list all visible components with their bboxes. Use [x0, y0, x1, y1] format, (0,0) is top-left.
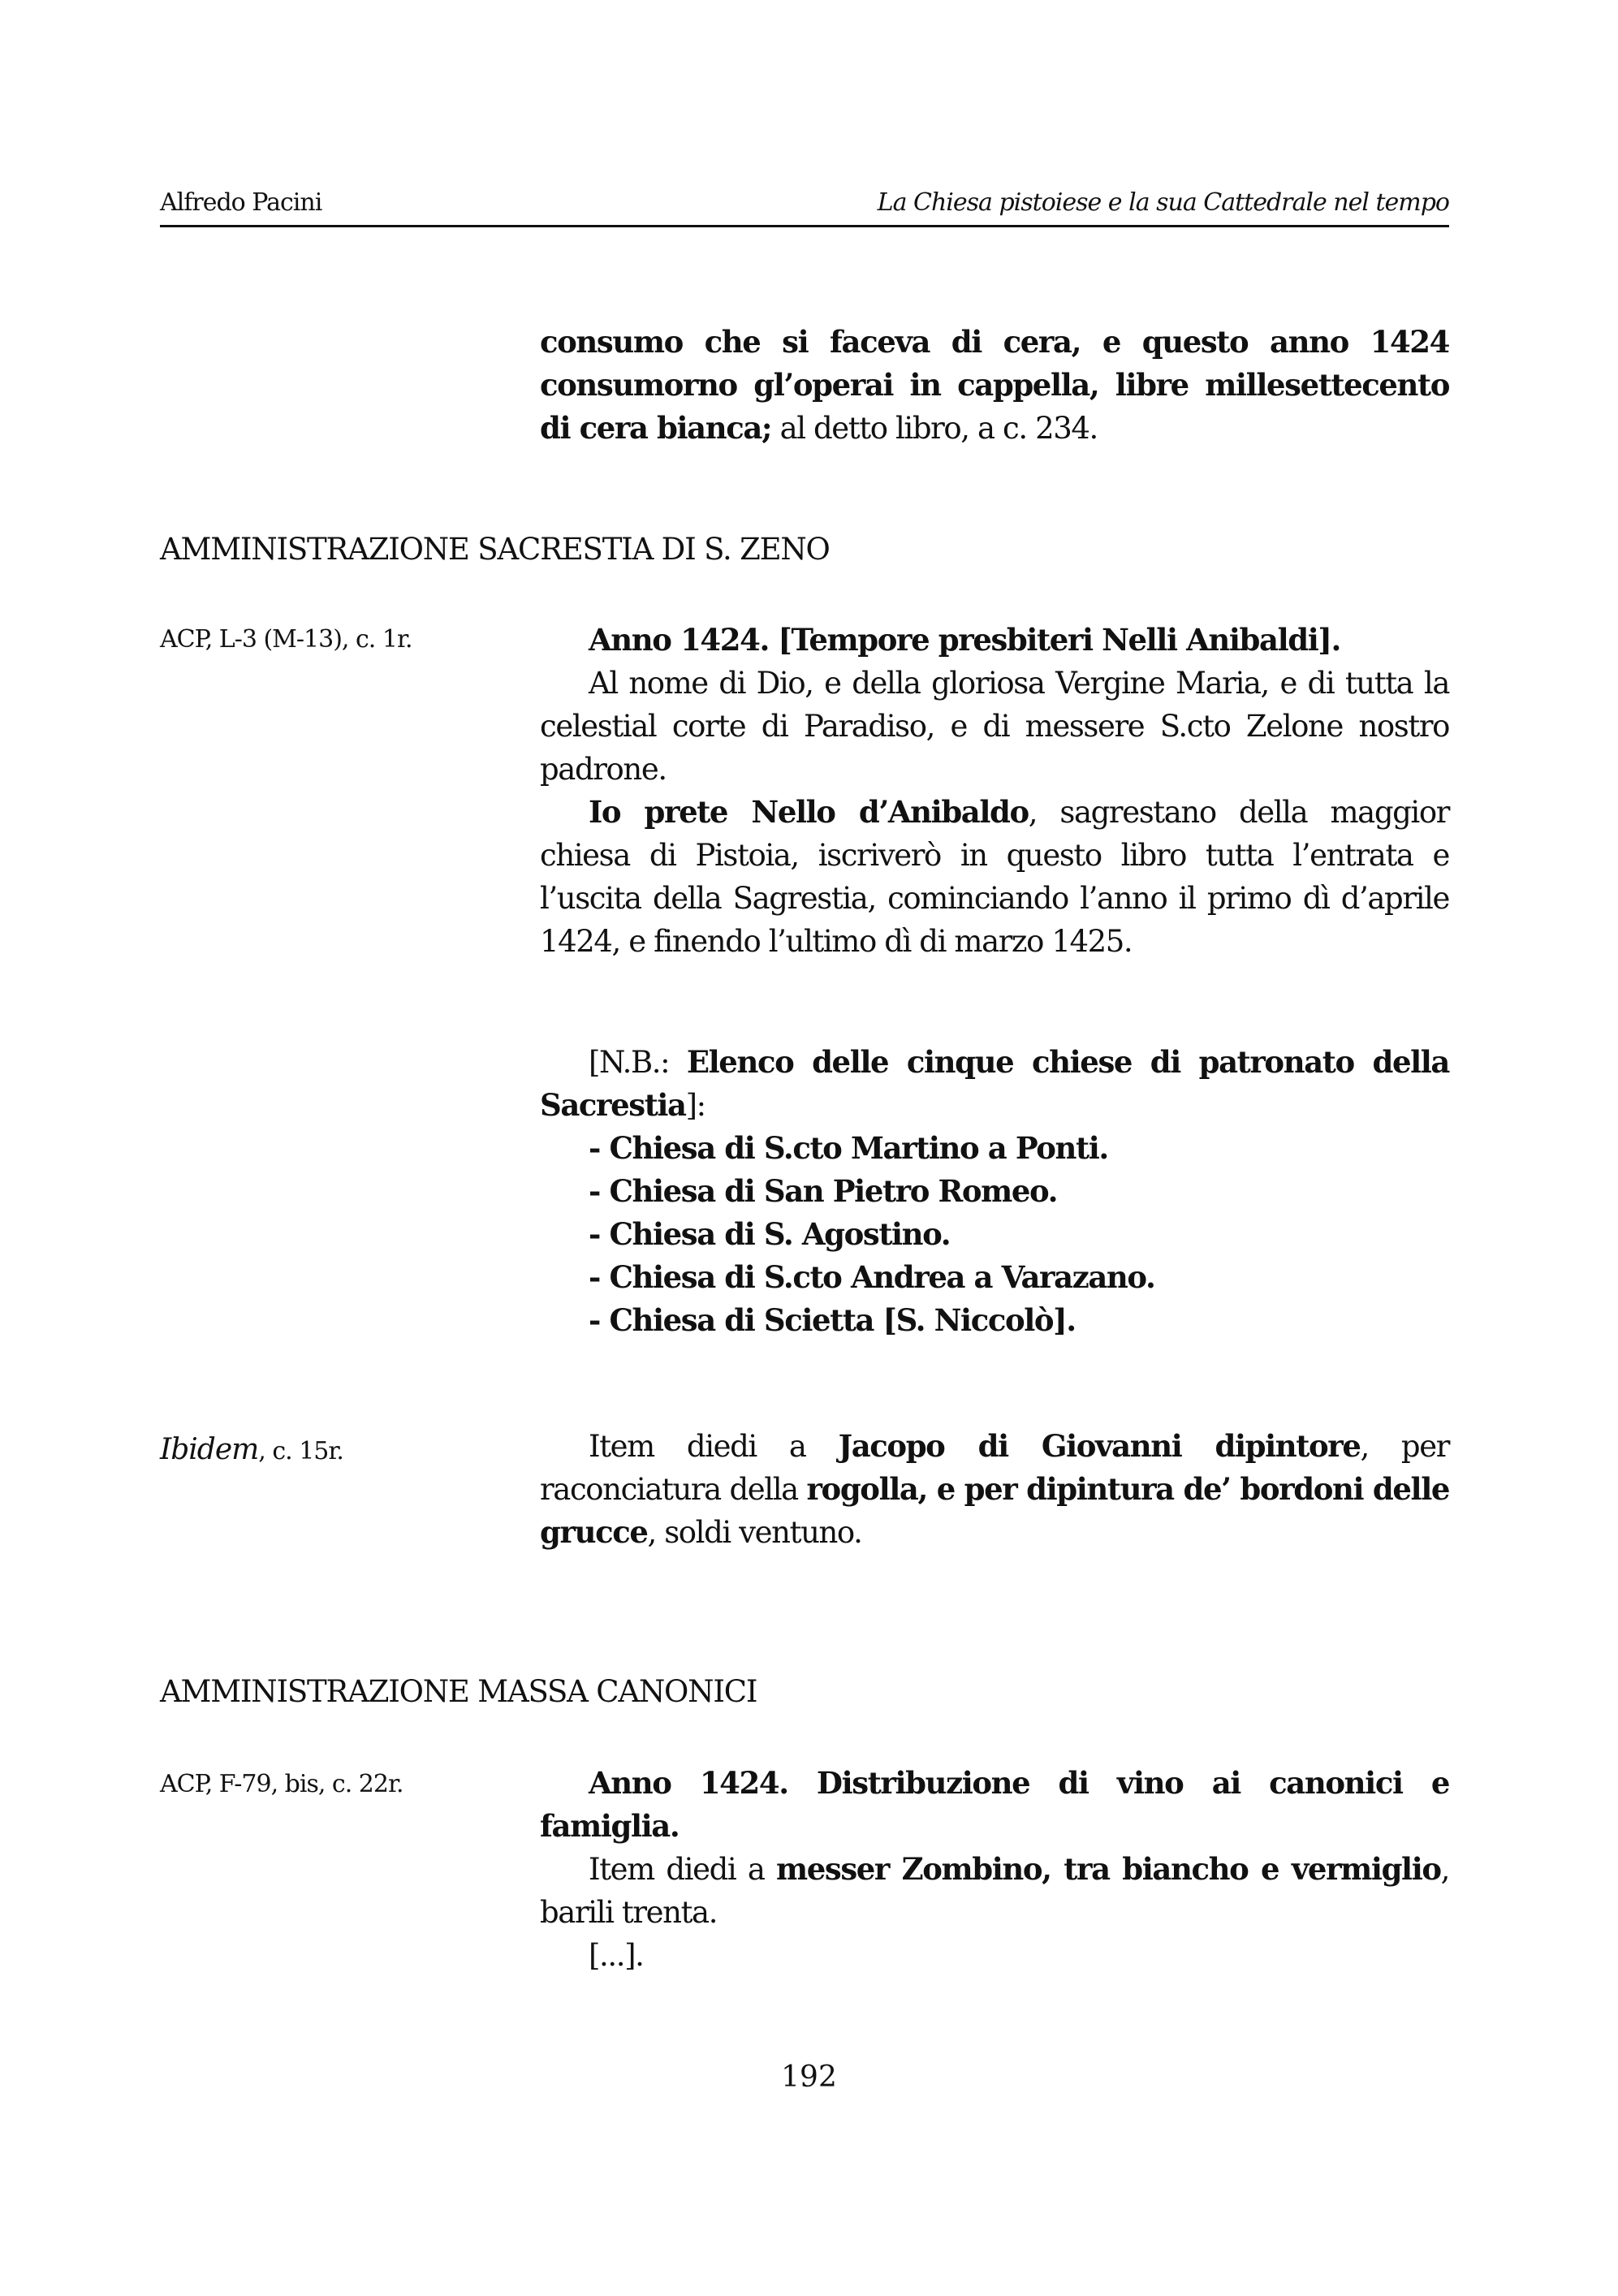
- archive-reference: ACP, L-3 (M-13), c. 1r.: [160, 625, 412, 654]
- header-author: Alfredo Pacini: [160, 188, 322, 217]
- church-list-item: - Chiesa di S. Agostino.: [589, 1216, 951, 1252]
- entry-massa-1424: [540, 1762, 1449, 1977]
- note-bold: Elenco delle cinque chiese di patronato della Sacrestia: [540, 1044, 1449, 1123]
- church-list-item: - Chiesa di S.cto Martino a Ponti.: [589, 1130, 1108, 1166]
- ref-ibidem: Ibidem: [160, 1433, 259, 1466]
- note-close: ]:: [685, 1088, 705, 1123]
- note-open: [N.B.:: [589, 1045, 687, 1080]
- note-churches: [540, 1041, 1449, 1342]
- entry-title: Anno 1424. Distribuzione di vino ai canonici e famiglia.: [540, 1765, 1449, 1844]
- text: Item diedi a: [589, 1429, 839, 1464]
- church-list-item: - Chiesa di San Pietro Romeo.: [589, 1173, 1058, 1209]
- entry-title: Anno 1424. [Tempore presbiteri Nelli Anibaldi].: [589, 622, 1340, 658]
- text: Item diedi a: [589, 1852, 777, 1887]
- intro-plain-text: al detto libro, a c. 234.: [771, 411, 1098, 446]
- text: , barili trenta.: [540, 1852, 1449, 1930]
- entry-author-name: Io prete Nello d’Anibaldo: [589, 794, 1029, 830]
- recipient-name: messer Zombino, tra biancho e vermiglio: [776, 1851, 1441, 1887]
- work-description: rogolla, e per dipintura de’ bordoni delle grucce: [540, 1471, 1449, 1550]
- painter-name: Jacopo di Giovanni dipintore: [838, 1428, 1361, 1464]
- church-list-item: - Chiesa di S.cto Andrea a Varazano.: [589, 1259, 1155, 1295]
- entry-ibidem: [540, 1425, 1449, 1554]
- page-number: 192: [781, 2061, 837, 2094]
- running-header: [160, 188, 1449, 227]
- archive-reference: ACP, F-79, bis, c. 22r.: [160, 1770, 403, 1798]
- archive-reference-ibidem: [160, 1433, 343, 1466]
- entry-sacrestia-1424: [540, 619, 1449, 963]
- entry-statement: , sagrestano della maggior chiesa di Pistoia, iscriverò in questo libro tutta l’entrata e l’uscita della Sagrestia, cominciando l’anno il primo dì d’aprile 1424, e finendo l’ultimo dì di marzo 1425.: [540, 795, 1449, 959]
- header-title: La Chiesa pistoiese e la sua Cattedrale nel tempo: [877, 188, 1449, 217]
- intro-bold-text: consumo che si faceva di cera, e questo anno 1424 consumorno gl’operai in cappella, libre millesettecento di cera bianca;: [540, 324, 1449, 446]
- intro-paragraph: [540, 321, 1449, 450]
- church-list-item: - Chiesa di Scietta [S. Niccolò].: [589, 1302, 1076, 1338]
- ellipsis: [...].: [589, 1938, 644, 1973]
- church-list: [540, 1127, 1449, 1342]
- text: , per raconciatura della: [540, 1429, 1449, 1507]
- section-heading-sacrestia: AMMINISTRAZIONE SACRESTIA DI S. ZENO: [160, 532, 830, 567]
- ref-folio: , c. 15r.: [258, 1437, 343, 1465]
- text: , soldi ventuno.: [647, 1515, 862, 1550]
- section-heading-massa-canonici: AMMINISTRAZIONE MASSA CANONICI: [160, 1674, 757, 1709]
- entry-invocation: Al nome di Dio, e della gloriosa Vergine Maria, e di tutta la celestial corte di Paradiso, e di messere S.cto Zelone nostro padrone.: [540, 666, 1449, 787]
